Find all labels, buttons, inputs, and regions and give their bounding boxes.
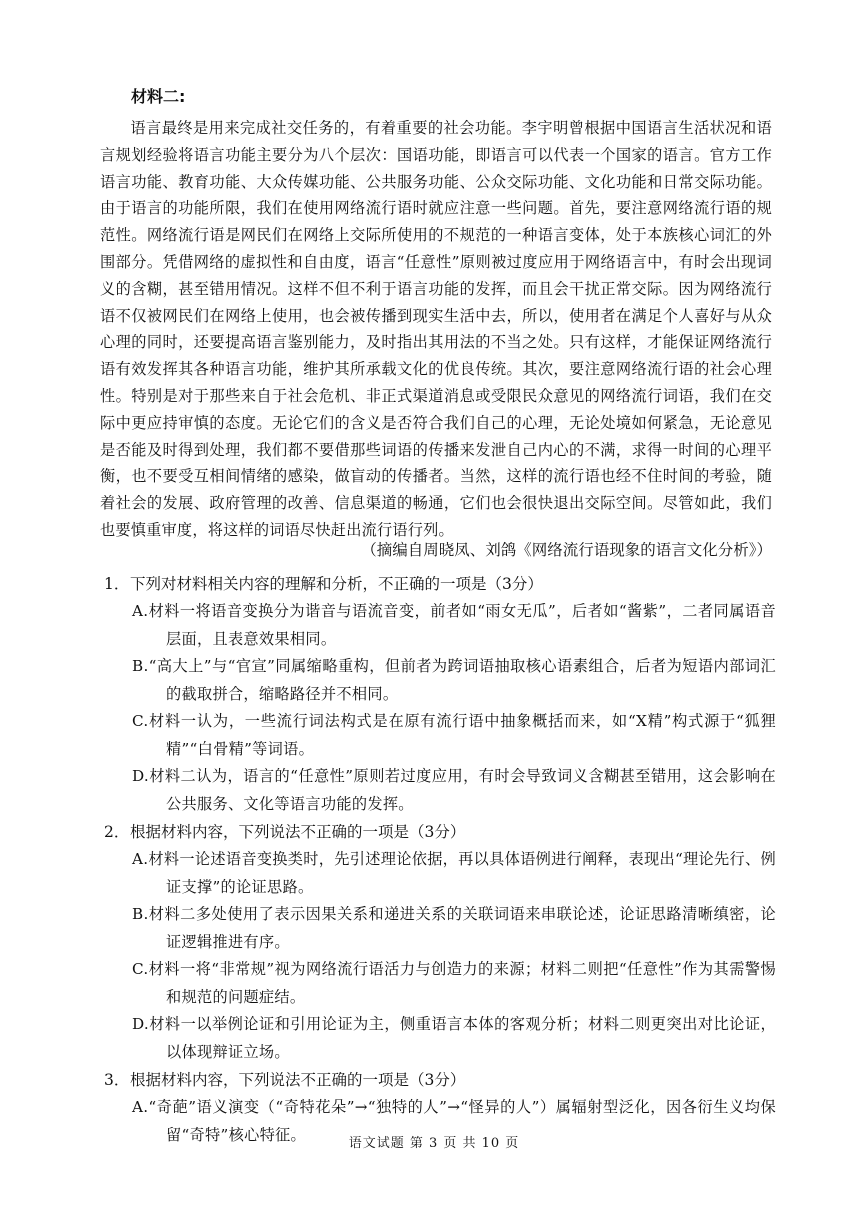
option-text: 材料二认为，语言的“任意性”原则若过度应用，有时会导致词义含糊甚至错用，这会影响在公共服务、文化等语言功能的发挥。 [149, 767, 776, 813]
option-letter: B. [132, 905, 149, 923]
option-letter: C. [132, 960, 149, 978]
option-text: “奇葩”语义演变（“奇特花朵”→“独特的人”→“怪异的人”）属辐射型泛化，因各衍生义均保留“奇特”核心特征。 [148, 1098, 776, 1144]
option-text: 材料一论述语音变换类时，先引述理论依据，再以具体语例进行阐释，表现出“理论先行、例证支撑”的论证思路。 [148, 850, 776, 896]
option-text: 材料一将“非常规”视为网络流行语活力与创造力的来源；材料二则把“任意性”作为其需警惕和规范的问题症结。 [148, 960, 776, 1006]
question-text: 下列对材料相关内容的理解和分析，不正确的一项是（3分） [130, 575, 543, 593]
question-number: 3． [104, 1071, 130, 1089]
option-letter: D. [132, 767, 150, 785]
option-d [104, 1011, 776, 1066]
option-d [104, 763, 776, 818]
option-text: “高大上”与“官宣”同属缩略重构，但前者为跨词语抽取核心语素组合，后者为短语内部词汇的截取拼合，缩略路径并不相同。 [148, 657, 776, 703]
option-b [104, 901, 776, 956]
option-text: 材料一将语音变换分为谐音与语流音变，前者如“雨女无瓜”，后者如“酱紫”，二者同属语音层面，且表意效果相同。 [148, 602, 776, 648]
option-a [104, 598, 776, 653]
question-number: 2． [104, 823, 130, 841]
option-c [104, 956, 776, 1011]
question-2 [104, 818, 776, 1066]
question-text: 根据材料内容，下列说法不正确的一项是（3分） [130, 823, 466, 841]
question-1 [104, 570, 776, 818]
option-a [104, 846, 776, 901]
question-list [104, 570, 776, 1149]
material-two-body: 语言最终是用来完成社交任务的，有着重要的社会功能。李宇明曾根据中国语言生活状况和语言规划经验将语言功能主要分为八个层次：国语功能，即语言可以代表一个国家的语言。官方工作语言功能、教育功能、大众传媒功能、公共服务功能、公众交际功能、文化功能和日常交际功能。由于语言的功能所限，我们在使用网络流行语时就应注意一些问题。首先，要注意网络流行语的规范性。网络流行语是网民们在网络上交际所使用的不规范的一种语言变体，处于本族核心词汇的外围部分。凭借网络的虚拟性和自由度，语言“任意性”原则被过度应用于网络语言中，有时会出现词义的含糊，甚至错用情况。这样不但不利于语言功能的发挥，而且会干扰正常交际。因为网络流行语不仅被网民们在网络上使用，也会被传播到现实生活中去，所以，使用者在满足个人喜好与从众心理的同时，还要提高语言鉴别能力，及时指出其用法的不当之处。只有这样，才能保证网络流行语有效发挥其各种语言功能，维护其所承载文化的优良传统。其次，要注意网络流行语的社会心理性。特别是对于那些来自于社会危机、非正式渠道消息或受限民众意见的网络流行词语，我们在交际中更应持审慎的态度。无论它们的含义是否符合我们自己的心理，无论处境如何紧急，无论意见是否能及时得到处理，我们都不要借那些词语的传播来发泄自己内心的不满，求得一时间的心理平衡，也不要受互相间情绪的感染，做盲动的传播者。当然，这样的流行语也经不住时间的考验，随着社会的发展、政府管理的改善、信息渠道的畅通，它们也会很快退出交际空间。尽管如此，我们也要慎重审度，将这样的词语尽快赶出流行语行列。 [100, 119, 772, 539]
question-number: 1． [104, 575, 130, 593]
material-two-citation: （摘编自周晓凤、刘鸽《网络流行语现象的语言文化分析》） [361, 541, 772, 559]
option-text: 材料二多处使用了表示因果关系和递进关系的关联词语来串联论述，论证思路清晰缜密，论证逻辑推进有序。 [148, 905, 776, 951]
option-letter: A. [132, 602, 149, 620]
option-letter: A. [132, 1098, 149, 1116]
material-two-title: 材料二: [131, 87, 186, 106]
question-stem [104, 1066, 776, 1094]
option-letter: A. [132, 850, 149, 868]
option-text: 材料一认为，一些流行词法构式是在原有流行语中抽象概括而来，如“X精”构式源于“狐狸精”“白骨精”等词语。 [148, 712, 776, 758]
option-text: 材料一以举例论证和引用论证为主，侧重语言本体的客观分析；材料二则更突出对比论证，以体现辩证立场。 [149, 1015, 776, 1061]
option-letter: B. [132, 657, 149, 675]
question-stem [104, 570, 776, 598]
page-footer: 语文试题 第 3 页 共 10 页 [348, 1136, 520, 1151]
option-letter: D. [132, 1015, 150, 1033]
question-text: 根据材料内容，下列说法不正确的一项是（3分） [130, 1071, 466, 1089]
question-stem [104, 818, 776, 846]
option-letter: C. [132, 712, 149, 730]
option-b [104, 653, 776, 708]
option-c [104, 708, 776, 763]
